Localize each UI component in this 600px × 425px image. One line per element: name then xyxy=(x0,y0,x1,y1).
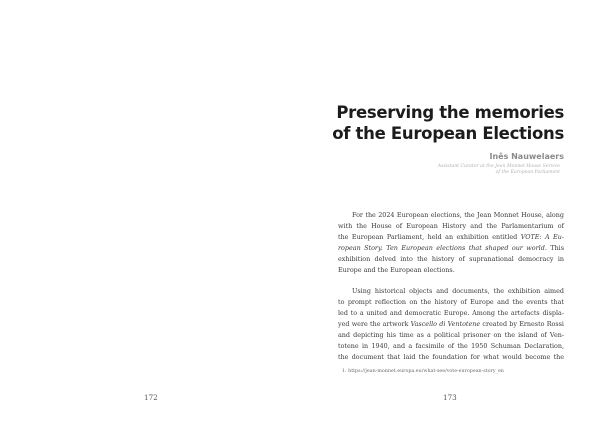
body-line xyxy=(338,243,564,254)
affiliation-line-2: of the European Parliament xyxy=(495,170,560,176)
body-line: Using historical objects and documents, the exhibition aimed xyxy=(352,287,564,296)
page-number-right: 173 xyxy=(443,393,457,402)
body-line xyxy=(338,232,564,243)
exhibition-title-italic: VOTE: A Eu- xyxy=(520,232,564,241)
author-affiliation xyxy=(410,164,560,177)
chapter-title-line-2: of the European Elections xyxy=(332,124,564,143)
body-line xyxy=(338,319,564,330)
body-line: Europe and the European elections. xyxy=(338,265,455,274)
right-page xyxy=(300,0,600,425)
body-line: the document that laid the foundation for what would become the xyxy=(338,352,564,361)
body-line: and depicting his time as a political prisoner on the island of Ven- xyxy=(338,331,564,340)
body-line-text: . This xyxy=(544,243,565,252)
affiliation-line-1: Assistant Curator at the Jean Monnet House Service xyxy=(437,164,560,169)
chapter-title xyxy=(314,102,564,144)
page-number-left: 172 xyxy=(144,393,158,402)
body-line: to prompt reflection on the history of Europe and the events that xyxy=(338,298,564,307)
footnote: 1. https://jean-monnet.europa.eu/what-see/vote-european-story_en xyxy=(342,369,504,374)
body-line: For the 2024 European elections, the Jean Monnet House, along xyxy=(352,211,564,219)
artwork-title-italic: Vascello di Ventotene xyxy=(410,320,481,329)
body-line: exhibition delved into the history of supranational democracy in xyxy=(338,254,564,263)
body-line-text: created by Ernesto Rossi xyxy=(482,320,564,329)
paragraph-gap xyxy=(338,275,564,286)
exhibition-title-italic-cont: ropean Story. Ten European elections that shaped our world xyxy=(338,243,545,252)
author-name: Inês Nauwelaers xyxy=(489,152,564,161)
body-text xyxy=(338,210,564,363)
body-line: led to a united and democratic Europe. Among the artefacts displa- xyxy=(338,309,564,318)
body-line: totene in 1940, and a facsimile of the 1950 Schuman Declaration, xyxy=(338,341,564,350)
body-line: with the House of European History and the Parlamentarium of xyxy=(338,221,564,230)
chapter-title-line-1: Preserving the memories xyxy=(336,103,564,122)
body-line-text: the European Parliament, held an exhibition entitled xyxy=(338,232,518,241)
body-line-text: yed were the artwork xyxy=(338,320,409,329)
